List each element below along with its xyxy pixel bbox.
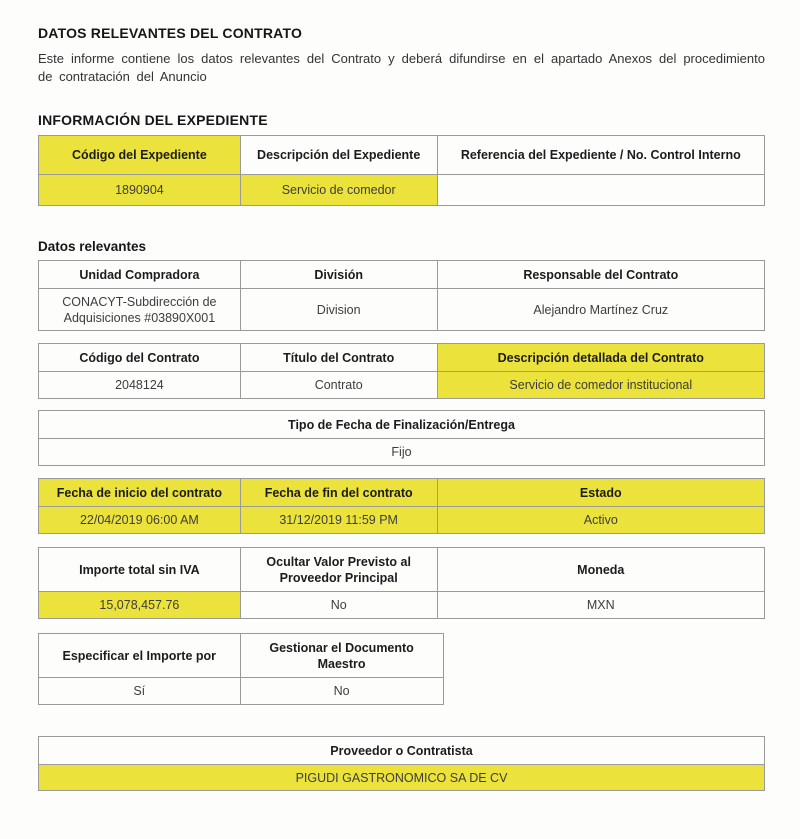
especificar-table <box>38 633 444 705</box>
table-value-row <box>39 592 765 619</box>
section-title-datos-relevantes: Datos relevantes <box>38 239 147 254</box>
estado-header: Estado <box>437 479 764 507</box>
fechas-table <box>38 478 765 534</box>
especificar-table-wrap <box>38 633 444 705</box>
table-header-row <box>39 411 765 439</box>
table-header-row <box>39 261 765 289</box>
estado-value: Activo <box>437 507 764 534</box>
unidad-compradora-header: Unidad Compradora <box>39 261 241 289</box>
unidad-compradora-table <box>38 260 765 331</box>
tipo-fecha-header: Tipo de Fecha de Finalización/Entrega <box>39 411 765 439</box>
page-title: DATOS RELEVANTES DEL CONTRATO <box>38 25 303 41</box>
expediente-descripcion-value: Servicio de comedor <box>240 175 437 206</box>
proveedor-header: Proveedor o Contratista <box>39 737 765 765</box>
responsable-value: Alejandro Martínez Cruz <box>437 289 764 331</box>
spacer <box>38 466 765 478</box>
importe-total-header: Importe total sin IVA <box>39 548 241 592</box>
especificar-importe-header: Especificar el Importe por <box>39 634 241 678</box>
spacer <box>38 705 765 736</box>
descripcion-contrato-header: Descripción detallada del Contrato <box>437 344 764 372</box>
expediente-codigo-value: 1890904 <box>39 175 241 206</box>
moneda-value: MXN <box>437 592 764 619</box>
fecha-inicio-value: 22/04/2019 06:00 AM <box>39 507 241 534</box>
gestionar-documento-header: Gestionar el Documento Maestro <box>240 634 443 678</box>
titulo-contrato-value: Contrato <box>240 372 437 399</box>
expediente-table <box>38 135 765 206</box>
table-header-row <box>39 634 444 678</box>
spacer <box>38 619 765 633</box>
fecha-fin-value: 31/12/2019 11:59 PM <box>240 507 437 534</box>
table-value-row <box>39 372 765 399</box>
codigo-contrato-header: Código del Contrato <box>39 344 241 372</box>
proveedor-table <box>38 736 765 791</box>
table-header-row <box>39 136 765 175</box>
table-value-row <box>39 175 765 206</box>
fecha-inicio-header: Fecha de inicio del contrato <box>39 479 241 507</box>
table-header-row <box>39 548 765 592</box>
especificar-importe-value: Sí <box>39 678 241 705</box>
ocultar-valor-value: No <box>240 592 437 619</box>
division-value: Division <box>240 289 437 331</box>
codigo-contrato-value: 2048124 <box>39 372 241 399</box>
proveedor-value: PIGUDI GASTRONOMICO SA DE CV <box>39 765 765 791</box>
spacer <box>38 331 765 343</box>
tipo-fecha-table <box>38 410 765 466</box>
expediente-codigo-header: Código del Expediente <box>39 136 241 175</box>
spacer <box>38 399 765 410</box>
unidad-compradora-value: CONACYT-Subdirección de Adquisiciones #03890X001 <box>39 289 241 331</box>
table-value-row <box>39 289 765 331</box>
expediente-referencia-header: Referencia del Expediente / No. Control Interno <box>437 136 764 175</box>
section-title-expediente: INFORMACIÓN DEL EXPEDIENTE <box>38 112 268 128</box>
table-value-row <box>39 507 765 534</box>
spacer <box>38 534 765 547</box>
contrato-table <box>38 343 765 399</box>
table-value-row <box>39 678 444 705</box>
table-header-row <box>39 344 765 372</box>
table-header-row <box>39 479 765 507</box>
importe-total-value: 15,078,457.76 <box>39 592 241 619</box>
expediente-referencia-value <box>437 175 764 206</box>
gestionar-documento-value: No <box>240 678 443 705</box>
division-header: División <box>240 261 437 289</box>
table-header-row <box>39 737 765 765</box>
ocultar-valor-header: Ocultar Valor Previsto al Proveedor Principal <box>240 548 437 592</box>
spacer <box>38 206 765 239</box>
titulo-contrato-header: Título del Contrato <box>240 344 437 372</box>
descripcion-contrato-value: Servicio de comedor institucional <box>437 372 764 399</box>
importe-table <box>38 547 765 619</box>
moneda-header: Moneda <box>437 548 764 592</box>
table-value-row <box>39 765 765 791</box>
responsable-header: Responsable del Contrato <box>437 261 764 289</box>
fecha-fin-header: Fecha de fin del contrato <box>240 479 437 507</box>
intro-paragraph: Este informe contiene los datos relevantes del Contrato y deberá difundirse en el apartado Anexos del procedimiento de contratación del Anuncio <box>38 51 765 84</box>
tipo-fecha-value: Fijo <box>39 439 765 466</box>
expediente-descripcion-header: Descripción del Expediente <box>240 136 437 175</box>
table-value-row <box>39 439 765 466</box>
